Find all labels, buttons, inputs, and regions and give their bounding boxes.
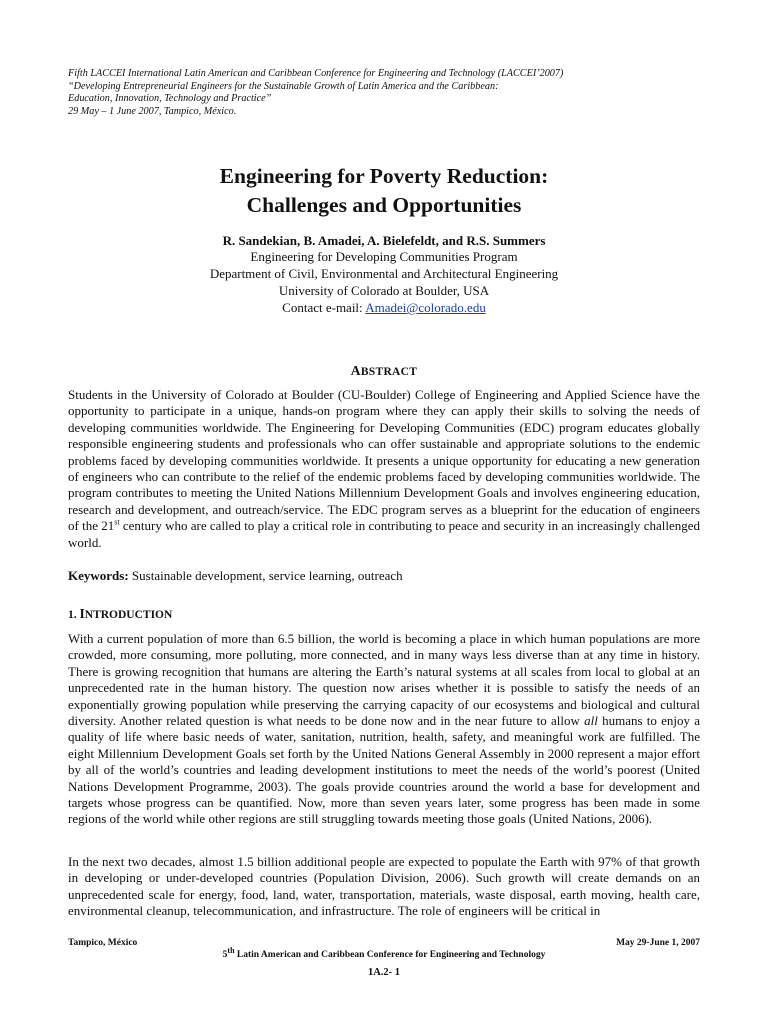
conference-header-line: 29 May – 1 June 2007, Tampico, México. — [68, 105, 237, 117]
authors: R. Sandekian, B. Amadei, A. Bielefeldt, and R.S. Summers — [222, 233, 546, 248]
paper-title — [0, 162, 768, 220]
intro-p1-part-b: humans to enjoy a quality of life where basic needs of water, sanitation, nutrition, health, safety, and meaningful work are fulfilled. The eight Millennium Development Goals set forth by the United Nations General Assembly in 2000 represent a major effort by all of the world’s countries and leading development institutions to meet the needs of the world’s poorest (United Nations Development Programme, 2003). The goals provide countries around the world a base for development and targets whose progress can be quantified. Now, more than seven years later, some progress has been made in some regions of the world while other regions are still struggling towards meeting those goals (United Nations, 2006). — [68, 713, 700, 827]
footer-location: Tampico, México — [68, 938, 138, 948]
footer-conference-number: 5 — [222, 950, 228, 960]
conference-header-line: “Developing Entrepreneurial Engineers for the Sustainable Growth of Latin America and the Caribbean: — [68, 80, 499, 92]
keywords-text: Sustainable development, service learning, outreach — [128, 568, 403, 583]
contact-line — [0, 299, 768, 316]
affiliation-university: University of Colorado at Boulder, USA — [278, 283, 490, 298]
paper-title-line-1: Engineering for Poverty Reduction: — [219, 164, 549, 188]
affiliation — [0, 248, 768, 316]
page-number: 1A.2- 1 — [367, 967, 401, 978]
conference-header-line: Fifth LACCEI International Latin American and Caribbean Conference for Engineering and Technology (LACCEI’2007) — [68, 68, 564, 79]
affiliation-department: Department of Civil, Environmental and Architectural Engineering — [209, 266, 559, 281]
abstract-text-part-2: century who are called to play a critical role in contributing to peace and security in an increasingly challenged world. — [68, 518, 700, 550]
footer-dates: May 29-June 1, 2007 — [616, 938, 700, 948]
keywords — [68, 568, 700, 584]
introduction-paragraph-2: In the next two decades, almost 1.5 billion additional people are expected to populate the Earth with 97% of that growth in developing or under-developed countries (Population Division, 2006). Such growth will create demands on an unprecedented scale for energy, food, land, water, transportation, materials, waste disposal, earth moving, health care, environmental cleanup, telecommunication, and infrastructure. The role of engineers will be critical in — [68, 854, 700, 919]
contact-label: Contact e-mail: — [282, 300, 366, 315]
conference-header-line: Education, Innovation, Technology and Practice” — [68, 93, 272, 105]
paper-title-line-2: Challenges and Opportunities — [246, 193, 522, 217]
intro-p1-part-a: With a current population of more than 6.5 billion, the world is becoming a place in which human populations are more crowded, more consuming, more polluting, more connected, and in many ways less diverse than at any time in history. There is growing recognition that humans are altering the Earth’s natural systems at all scales from local to global at an unprecedented rate in the human history. The question now arises whether it is possible to satisfy the needs of an exponentially growing population while preserving the carrying capacity of our ecosystems and biological and cultural diversity. Another related question is what needs to be done now and in the near future to allow — [68, 631, 700, 729]
footer-conference-text: Latin American and Caribbean Conference for Engineering and Technology — [234, 950, 546, 960]
abstract-heading-rest: BSTRACT — [360, 366, 418, 378]
section-heading-cap: I — [79, 606, 85, 621]
contact-email-link[interactable]: Amadei@colorado.edu — [365, 300, 486, 315]
section-number: 1. — [68, 609, 80, 621]
abstract-text-part-1: Students in the University of Colorado at Boulder (CU-Boulder) College of Engineering and Applied Science have the opportunity to participate in a unique, hands-on program where they can apply their skills to solving the needs of developing communities worldwide. The Engineering for Developing Communities (EDC) program educates globally responsible engineering students and professionals who can offer sustainable and appropriate solutions to the endemic problems faced by developing communities worldwide. It presents a unique opportunity for educating a new generation of engineers who can contribute to the relief of the endemic problems faced by developing communities worldwide. The program contributes to meeting the United Nations Millennium Development Goals and involves engineering education, research and development, and outreach/service. The EDC program serves as a blueprint for the education of engineers of the 21 — [68, 387, 700, 534]
footer-conference — [0, 945, 768, 960]
introduction-paragraph-1 — [68, 631, 700, 828]
ordinal-superscript: st — [114, 517, 120, 527]
intro-p1-emphasis: all — [584, 713, 598, 729]
section-heading-rest: NTRODUCTION — [84, 609, 173, 621]
keywords-label: Keywords: — [68, 568, 129, 583]
abstract-text — [68, 387, 700, 551]
conference-header — [68, 68, 688, 118]
affiliation-program: Engineering for Developing Communities Program — [250, 249, 518, 264]
section-heading-introduction — [68, 606, 172, 622]
abstract-heading — [0, 363, 768, 379]
footer-ordinal-superscript: th — [227, 945, 235, 955]
abstract-heading-cap: A — [350, 363, 361, 378]
